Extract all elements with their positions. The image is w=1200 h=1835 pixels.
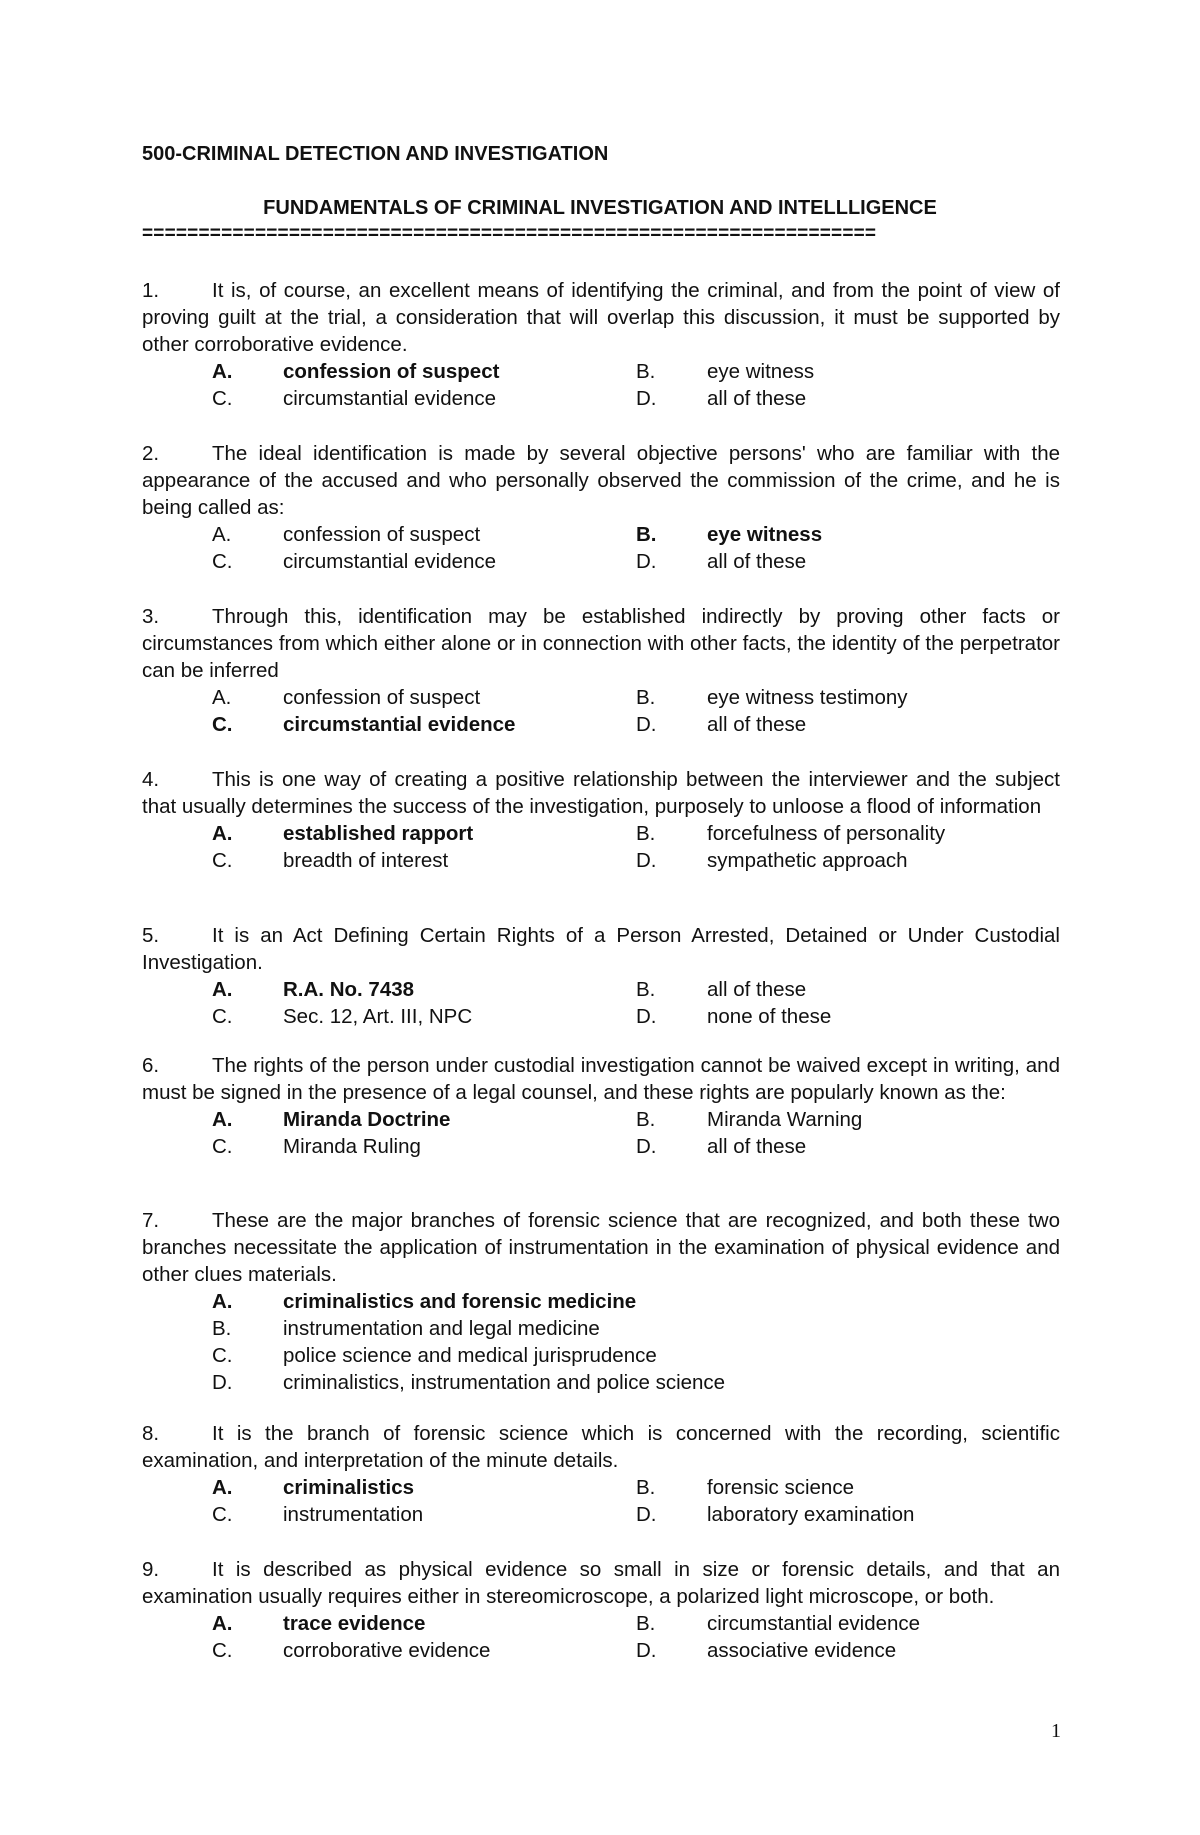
choice-letter: C. (212, 550, 233, 573)
choice-letter: D. (636, 1135, 657, 1158)
question-number: 2. (142, 442, 160, 465)
choice-b[interactable] (212, 1315, 600, 1342)
choice-row (142, 548, 1060, 575)
choice-letter: D. (636, 1503, 657, 1526)
choice-text: circumstantial evidence (707, 1612, 921, 1635)
choice-b[interactable] (636, 358, 814, 385)
choice-a[interactable] (212, 820, 473, 847)
choice-text: eye witness testimony (707, 686, 908, 709)
choice-row (142, 1342, 1060, 1369)
choice-row (142, 820, 1060, 847)
choice-text: confession of suspect (283, 523, 481, 546)
choice-b[interactable] (636, 976, 806, 1003)
choice-text: established rapport (283, 822, 474, 845)
choice-text: Sec. 12, Art. III, NPC (283, 1005, 473, 1028)
choice-row (142, 1501, 1060, 1528)
question-8 (142, 1420, 1060, 1528)
choice-row (142, 1133, 1060, 1160)
choice-row (142, 1369, 1060, 1396)
choice-d[interactable] (636, 711, 806, 738)
choice-text: criminalistics and forensic medicine (283, 1290, 637, 1313)
choice-d[interactable] (636, 1501, 914, 1528)
choice-text: all of these (707, 713, 807, 736)
choice-text: sympathetic approach (707, 849, 908, 872)
choice-letter: A. (212, 1108, 233, 1131)
question-number: 7. (142, 1209, 160, 1232)
choice-b[interactable] (636, 1106, 862, 1133)
question-text (142, 766, 1060, 820)
choice-text: laboratory examination (707, 1503, 915, 1526)
choice-row (142, 976, 1060, 1003)
choice-b[interactable] (636, 684, 908, 711)
document-subtitle: FUNDAMENTALS OF CRIMINAL INVESTIGATION AND INTELLLIGENCE (263, 197, 937, 219)
question-number: 4. (142, 768, 160, 791)
question-number: 5. (142, 924, 160, 947)
choice-text: all of these (707, 387, 807, 410)
question-2 (142, 440, 1060, 575)
choice-letter: A. (212, 1612, 233, 1635)
choice-text: instrumentation (283, 1503, 424, 1526)
choice-text: circumstantial evidence (283, 713, 516, 736)
choice-b[interactable] (636, 1474, 854, 1501)
question-5 (142, 922, 1060, 1030)
question-7 (142, 1207, 1060, 1396)
choice-d[interactable] (212, 1369, 725, 1396)
choice-row (142, 847, 1060, 874)
choice-a[interactable] (212, 1610, 425, 1637)
choice-letter: C. (212, 1344, 233, 1367)
choice-letter: D. (636, 1639, 657, 1662)
choice-row (142, 1315, 1060, 1342)
choice-text: instrumentation and legal medicine (283, 1317, 600, 1340)
choice-a[interactable] (212, 358, 499, 385)
choice-row (142, 521, 1060, 548)
question-text (142, 1207, 1060, 1288)
choice-text: all of these (707, 978, 807, 1001)
choice-letter: B. (212, 1317, 232, 1340)
choice-b[interactable] (636, 820, 945, 847)
choice-text: confession of suspect (283, 686, 481, 709)
choice-row (142, 711, 1060, 738)
choice-letter: B. (636, 1612, 656, 1635)
question-stem: It is the branch of forensic science which is concerned with the recording, scientific examination, and interpretation of the minute details. (142, 1422, 1060, 1472)
choice-a[interactable] (212, 1474, 414, 1501)
choice-c[interactable] (212, 1342, 657, 1369)
question-text (142, 440, 1060, 521)
choice-c[interactable] (212, 1637, 490, 1664)
question-number: 6. (142, 1054, 160, 1077)
choice-letter: A. (212, 523, 232, 546)
question-3 (142, 603, 1060, 738)
choice-letter: B. (636, 360, 656, 383)
question-text (142, 922, 1060, 976)
choice-text: eye witness (707, 360, 815, 383)
choice-a[interactable] (212, 521, 480, 548)
choice-c[interactable] (212, 711, 515, 738)
choice-text: eye witness (707, 523, 823, 546)
choice-c[interactable] (212, 548, 496, 575)
choice-letter: C. (212, 387, 233, 410)
choice-text: trace evidence (283, 1612, 426, 1635)
choice-letter: B. (636, 1476, 656, 1499)
choice-c[interactable] (212, 1003, 472, 1030)
question-text (142, 1052, 1060, 1106)
choice-text: Miranda Warning (707, 1108, 863, 1131)
choice-letter: D. (636, 387, 657, 410)
choice-text: all of these (707, 550, 807, 573)
choice-text: forcefulness of personality (707, 822, 946, 845)
choice-letter: A. (212, 360, 233, 383)
choice-d[interactable] (636, 1637, 896, 1664)
choice-letter: A. (212, 686, 232, 709)
question-number: 1. (142, 279, 160, 302)
choice-letter: B. (636, 978, 656, 1001)
choice-row (142, 684, 1060, 711)
choice-a[interactable] (212, 976, 414, 1003)
choice-row (142, 358, 1060, 385)
choice-text: associative evidence (707, 1639, 897, 1662)
question-stem: The rights of the person under custodial investigation cannot be waived except in writing, and must be signed in the presence of a legal counsel, and these rights are popularly known as the: (142, 1054, 1060, 1104)
choice-b[interactable] (636, 1610, 920, 1637)
question-text (142, 1556, 1060, 1610)
divider-line: ================================================================= (142, 223, 877, 244)
choice-d[interactable] (636, 1133, 806, 1160)
choice-letter: D. (636, 849, 657, 872)
choice-a[interactable] (212, 684, 480, 711)
question-text (142, 603, 1060, 684)
question-stem: These are the major branches of forensic science that are recognized, and both these two branches necessitate the application of instrumentation in the examination of physical evidence and other clues materials. (142, 1209, 1060, 1286)
choice-row (142, 1637, 1060, 1664)
choice-letter: D. (212, 1371, 233, 1394)
choice-row (142, 1003, 1060, 1030)
question-number: 9. (142, 1558, 160, 1581)
choice-c[interactable] (212, 385, 496, 412)
choice-a[interactable] (212, 1288, 636, 1315)
choice-letter: C. (212, 1503, 233, 1526)
question-stem: It is described as physical evidence so small in size or forensic details, and that an examination usually requires either in stereomicroscope, a polarized light microscope, or both. (142, 1558, 1060, 1608)
choice-letter: C. (212, 1639, 233, 1662)
choice-text: breadth of interest (283, 849, 449, 872)
choice-text: all of these (707, 1135, 807, 1158)
choice-row (142, 1610, 1060, 1637)
choice-letter: B. (636, 822, 656, 845)
choice-letter: C. (212, 1135, 233, 1158)
question-6 (142, 1052, 1060, 1160)
question-9 (142, 1556, 1060, 1664)
choice-text: Miranda Ruling (283, 1135, 421, 1158)
choice-letter: C. (212, 1005, 233, 1028)
choice-text: none of these (707, 1005, 832, 1028)
page-number: 1 (1051, 1720, 1061, 1742)
choice-letter: B. (636, 686, 656, 709)
choice-text: confession of suspect (283, 360, 500, 383)
choice-d[interactable] (636, 847, 908, 874)
choice-row (142, 1288, 1060, 1315)
question-number: 3. (142, 605, 160, 628)
choice-letter: B. (636, 523, 657, 546)
choice-d[interactable] (636, 385, 806, 412)
question-text (142, 1420, 1060, 1474)
choice-text: criminalistics, instrumentation and police science (283, 1371, 726, 1394)
choice-letter: B. (636, 1108, 656, 1131)
question-stem: The ideal identification is made by several objective persons' who are familiar with the appearance of the accused and who personally observed the commission of the crime, and he is being called as: (142, 442, 1060, 519)
choice-letter: A. (212, 822, 233, 845)
choice-letter: D. (636, 550, 657, 573)
choice-c[interactable] (212, 847, 448, 874)
question-stem: Through this, identification may be established indirectly by proving other facts or circumstances from which either alone or in connection with other facts, the identity of the perpetrator can be inferred (142, 605, 1060, 682)
choice-text: circumstantial evidence (283, 550, 497, 573)
choice-c[interactable] (212, 1501, 423, 1528)
document-title: 500-CRIMINAL DETECTION AND INVESTIGATION (142, 143, 609, 165)
question-text (142, 277, 1060, 358)
choice-letter: C. (212, 713, 233, 736)
choice-text: forensic science (707, 1476, 854, 1499)
choice-text: R.A. No. 7438 (283, 978, 415, 1001)
choice-text: police science and medical jurisprudence (283, 1344, 657, 1367)
choice-text: corroborative evidence (283, 1639, 491, 1662)
choice-d[interactable] (636, 548, 806, 575)
choice-letter: D. (636, 713, 657, 736)
question-1 (142, 277, 1060, 412)
choice-letter: A. (212, 978, 233, 1001)
choice-row (142, 385, 1060, 412)
choice-letter: A. (212, 1290, 233, 1313)
choice-letter: A. (212, 1476, 233, 1499)
choice-letter: C. (212, 849, 233, 872)
choice-row (142, 1106, 1060, 1133)
choice-text: Miranda Doctrine (283, 1108, 451, 1131)
choice-letter: D. (636, 1005, 657, 1028)
question-stem: It is an Act Defining Certain Rights of a Person Arrested, Detained or Under Custodial Investigation. (142, 924, 1060, 974)
question-number: 8. (142, 1422, 160, 1445)
choice-a[interactable] (212, 1106, 450, 1133)
choice-row (142, 1474, 1060, 1501)
choice-text: circumstantial evidence (283, 387, 497, 410)
choice-b[interactable] (636, 521, 822, 548)
question-stem: It is, of course, an excellent means of identifying the criminal, and from the point of view of proving guilt at the trial, a consideration that will overlap this discussion, it must be supported by other corroborative evidence. (142, 279, 1060, 356)
question-stem: This is one way of creating a positive relationship between the interviewer and the subject that usually determines the success of the investigation, purposely to unloose a flood of information (142, 768, 1060, 818)
question-4 (142, 766, 1060, 874)
choice-c[interactable] (212, 1133, 421, 1160)
choice-text: criminalistics (283, 1476, 415, 1499)
choice-d[interactable] (636, 1003, 831, 1030)
